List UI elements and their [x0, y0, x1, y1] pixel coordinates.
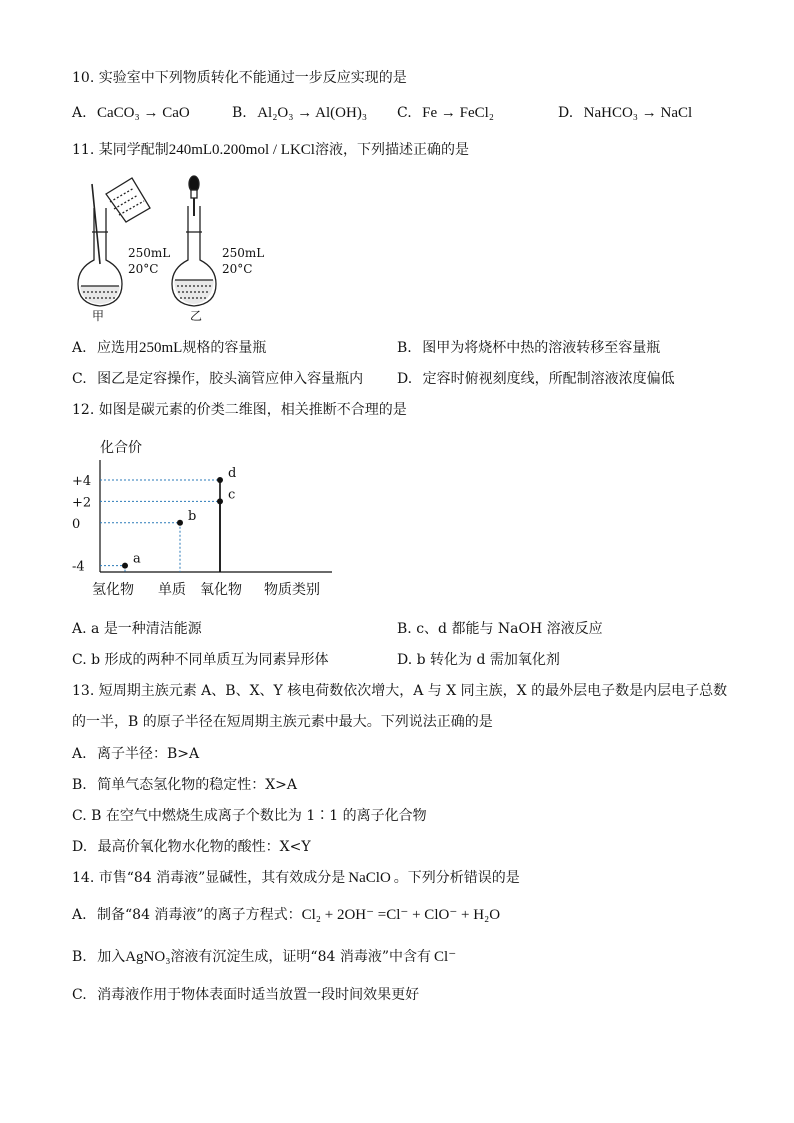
option-label: C. — [397, 105, 412, 121]
flask-left-caption: 甲 — [92, 309, 105, 322]
q11-stem-math: 240mL0.200mol / LKCl — [168, 142, 315, 158]
valence-chart — [70, 430, 340, 605]
option-label: A. — [72, 907, 87, 923]
q14-option-a-equation: Cl₂ + 2OH⁻ =Cl⁻ + ClO⁻ + H₂O — [301, 907, 501, 923]
volumetric-flask-figure — [70, 172, 290, 322]
point-label-a: a — [133, 551, 141, 567]
q14-option-b-math-b: Cl⁻ — [434, 949, 457, 965]
q13-option-c-text: B 在空气中燃烧生成离子个数比为 1∶1 的离子化合物 — [91, 808, 427, 824]
q12-option-d-text: b 转化为 d 需加氧化剂 — [416, 652, 560, 668]
q12-option-d — [397, 651, 560, 669]
option-label: C. — [72, 652, 87, 668]
option-label: A. — [72, 105, 87, 121]
flask-right — [172, 176, 216, 306]
q11-option-b — [397, 339, 660, 357]
x-category-label: 氧化物 — [200, 582, 242, 598]
q10-option-a-text: CaCO₃ → CaO — [97, 105, 190, 121]
q13-option-a — [72, 745, 199, 763]
q13-option-b — [72, 776, 297, 794]
q11-option-a-text-a: 应选用 — [97, 340, 140, 356]
q12-option-b-text: c、d 都能与 NaOH 溶液反应 — [416, 621, 603, 637]
q13-option-c — [72, 807, 427, 825]
option-label: D. — [397, 371, 413, 387]
q11-option-d-text: 定容时俯视刻度线，所配制溶液浓度偏低 — [422, 371, 675, 387]
option-label: A. — [72, 621, 87, 637]
option-label: B. — [232, 105, 247, 121]
option-label: C. — [72, 808, 87, 824]
q11-option-a — [72, 339, 266, 357]
q11-stem-a: 11. 某同学配制 — [72, 142, 169, 158]
q14-option-b — [72, 948, 456, 966]
q10-stem: 10. 实验室中下列物质转化不能通过一步反应实现的是 — [72, 70, 407, 86]
q10-option-a — [72, 104, 190, 122]
q12-stem: 12. 如图是碳元素的价类二维图，相关推断不合理的是 — [72, 402, 407, 418]
q14-option-c-text: 消毒液作用于物体表面时适当放置一段时间效果更好 — [97, 987, 420, 1003]
q13-option-d-text: 最高价氧化物水化物的酸性：X<Y — [97, 839, 311, 855]
q11-stem — [72, 141, 469, 159]
q14-option-b-text-a: 加入 — [97, 949, 126, 965]
point-d — [217, 477, 223, 483]
point-label-d: d — [228, 466, 237, 481]
chart-y-label: 化合价 — [100, 440, 142, 456]
option-label: B. — [397, 621, 412, 637]
q11-stem-b: 溶液，下列描述正确的是 — [314, 142, 469, 158]
q13-option-b-text: 简单气态氢化物的稳定性：X>A — [97, 777, 298, 793]
q10-option-b — [232, 104, 367, 122]
flask-right-temp: 20°C — [222, 262, 253, 276]
q14-option-c — [72, 986, 419, 1004]
option-label: D. — [558, 105, 574, 121]
q14-option-b-text-b: 溶液有沉淀生成，证明“84 消毒液”中含有 — [170, 949, 432, 965]
q11-option-d — [397, 370, 675, 388]
option-label: C. — [72, 371, 87, 387]
q10-option-d — [558, 104, 692, 122]
q14-stem-b: 。下列分析错误的是 — [393, 870, 520, 886]
q14-stem-a: 14. 市售“84 消毒液”显碱性，其有效成分是 — [72, 870, 346, 886]
y-tick-label: -4 — [72, 559, 85, 575]
option-label: C. — [72, 987, 87, 1003]
q12-option-a — [72, 620, 202, 638]
q14-option-b-math-a: AgNO₃ — [125, 949, 171, 965]
option-label: D. — [397, 652, 413, 668]
option-label: A. — [72, 340, 87, 356]
y-tick-label: +2 — [72, 495, 92, 511]
flask-left-temp: 20°C — [128, 262, 159, 276]
y-tick-label: 0 — [72, 516, 81, 532]
flask-right-volume: 250mL — [222, 246, 265, 260]
option-label: A. — [72, 746, 87, 762]
q11-option-a-math: 250mL — [139, 340, 183, 356]
q14-stem — [72, 869, 520, 887]
option-label: B. — [72, 949, 87, 965]
q13-option-d — [72, 838, 311, 856]
y-tick-label: +4 — [72, 474, 92, 489]
flask-left — [78, 178, 150, 306]
q10-option-c-text: Fe → FeCl₂ — [422, 105, 495, 121]
option-label: D. — [72, 839, 88, 855]
q14-option-a — [72, 906, 500, 924]
q13-stem-line1: 13. 短周期主族元素 A、B、X、Y 核电荷数依次增大，A 与 X 同主族，X 的最外层电子数是内层电子总数 — [72, 683, 728, 699]
q12-option-a-text: a 是一种清洁能源 — [91, 621, 202, 637]
q11-option-b-text: 图甲为将烧杯中热的溶液转移至容量瓶 — [422, 340, 661, 356]
flask-right-caption: 乙 — [190, 309, 203, 322]
q11-option-a-text-b: 规格的容量瓶 — [182, 340, 267, 356]
q13-stem-line2: 的一半，B 的原子半径在短周期主族元素中最大。下列说法正确的是 — [72, 714, 493, 730]
x-category-label: 氢化物 — [92, 582, 134, 598]
q13-option-a-text: 离子半径：B>A — [97, 746, 200, 762]
chart-x-label: 物质类别 — [264, 582, 320, 598]
q12-option-b — [397, 620, 603, 638]
q10-option-c — [397, 104, 494, 122]
x-category-label: 单质 — [158, 582, 186, 598]
q12-option-c-text: b 形成的两种不同单质互为同素异形体 — [91, 652, 329, 668]
point-label-c: c — [228, 487, 236, 503]
point-a — [122, 563, 128, 569]
q11-option-c — [72, 370, 363, 388]
q14-option-a-text: 制备“84 消毒液”的离子方程式： — [97, 907, 302, 923]
flask-left-volume: 250mL — [128, 246, 171, 260]
q10-option-b-text: Al₂O₃ → Al(OH)₃ — [257, 105, 368, 121]
option-label: B. — [397, 340, 412, 356]
point-label-b: b — [188, 508, 197, 524]
q10-option-d-text: NaHCO₃ → NaCl — [583, 105, 693, 121]
q11-option-c-text: 图乙是定容操作，胶头滴管应伸入容量瓶内 — [97, 371, 364, 387]
q14-stem-math: NaClO — [348, 870, 391, 886]
point-b — [177, 520, 183, 526]
option-label: B. — [72, 777, 87, 793]
q12-option-c — [72, 651, 329, 669]
